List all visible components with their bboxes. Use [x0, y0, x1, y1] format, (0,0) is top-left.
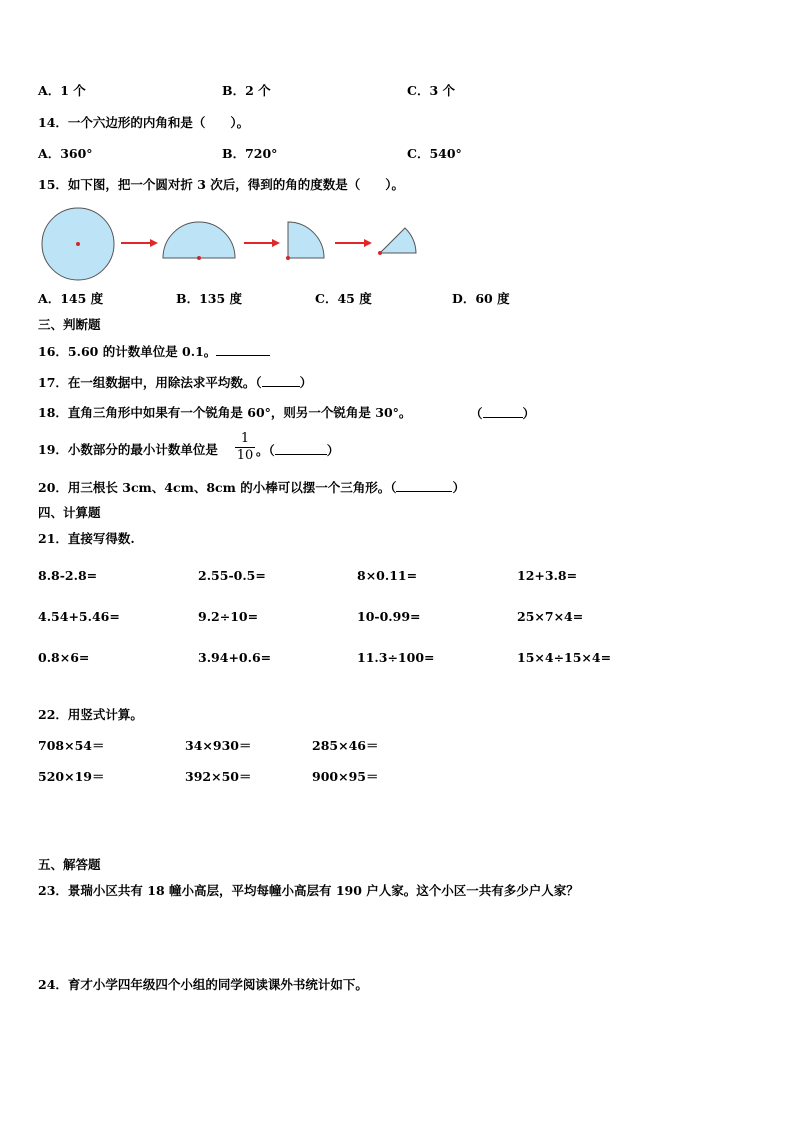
q17-text: 17．在一组数据中，用除法求平均数。（ [38, 375, 262, 390]
q15-option-d: D．60 度 [452, 291, 510, 306]
q19-answer [256, 442, 339, 459]
q18-answer [470, 405, 535, 422]
fraction-numerator: 1 [240, 431, 250, 446]
q22-r1-c2: 34×930＝ [185, 738, 252, 753]
q18-text: 18．直角三角形中如果有一个锐角是 60°，则另一个锐角是 30°。 [38, 405, 412, 420]
q14-option-c: C．540° [407, 146, 462, 161]
fraction-denominator: 10 [236, 448, 254, 463]
q21-r2-c3: 10-0.99= [357, 609, 421, 624]
arrow-2 [244, 239, 280, 247]
quarter-circle [288, 222, 324, 258]
q22-r2-c1: 520×19＝ [38, 769, 105, 784]
q22-r2-c3: 900×95＝ [312, 769, 379, 784]
q21-r1-c3: 8×0.11= [357, 568, 418, 583]
q16-text: 16．5.60 的计数单位是 0.1。 [38, 344, 217, 359]
circle-folding-figure [0, 205, 794, 285]
q21-r2-c1: 4.54+5.46= [38, 609, 120, 624]
q21-r3-c3: 11.3÷100= [357, 650, 435, 665]
q22-r1-c3: 285×46＝ [312, 738, 379, 753]
q18-open-paren: （ [470, 406, 483, 421]
q14-option-a: A．360° [38, 146, 93, 161]
q21-r2-c2: 9.2÷10= [198, 609, 259, 624]
q21-r3-c2: 3.94+0.6= [198, 650, 272, 665]
q15-option-b: B．135 度 [176, 291, 243, 306]
q15-option-a: A．145 度 [38, 291, 104, 306]
q16-answer-blank[interactable] [216, 343, 270, 356]
q21-r1-c1: 8.8-2.8= [38, 568, 98, 583]
q18-close-paren: ） [522, 406, 536, 421]
section-heading-word-problems: 五、解答题 [38, 857, 101, 872]
q17 [38, 374, 312, 391]
q20-answer-blank[interactable] [396, 479, 452, 492]
q18-answer-blank[interactable] [483, 405, 523, 418]
q19-answer-blank[interactable] [275, 442, 327, 455]
q23: 23．景瑞小区共有 18 幢小高层，平均每幢小高层有 190 户人家。这个小区一共有多少户人家？ [38, 883, 579, 898]
semicircle-center-dot [197, 256, 201, 260]
q13-option-b: B．2 个 [222, 83, 271, 98]
q20-text: 20．用三根长 3cm、4cm、8cm 的小棒可以摆一个三角形。（ [38, 480, 397, 495]
q15-option-c: C．45 度 [315, 291, 372, 306]
eighth-circle-center-dot [378, 251, 382, 255]
q22-r2-c2: 392×50＝ [185, 769, 252, 784]
q20 [38, 479, 465, 496]
q13-option-a: A．1 个 [38, 83, 86, 98]
q16 [38, 343, 270, 360]
q17-answer-blank[interactable] [262, 374, 300, 387]
q21-stem: 21．直接写得数. [38, 531, 135, 546]
q22-stem: 22．用竖式计算。 [38, 707, 143, 722]
eighth-circle [380, 228, 416, 253]
q21-r1-c4: 12+3.8= [517, 568, 578, 583]
semicircle [163, 222, 235, 258]
arrow-3 [335, 239, 372, 247]
circle-center-dot [76, 242, 80, 246]
q24: 24．育才小学四年级四个小组的同学阅读课外书统计如下。 [38, 977, 368, 992]
q19-fraction [235, 432, 255, 463]
q15-stem: 15．如下图，把一个圆对折 3 次后，得到的角的度数是（ ）。 [38, 177, 405, 192]
q21-r1-c2: 2.55-0.5= [198, 568, 266, 583]
q21-r3-c1: 0.8×6= [38, 650, 90, 665]
q20-close-paren: ） [452, 480, 465, 495]
q17-close-paren: ） [299, 375, 313, 390]
q21-r3-c4: 15×4÷15×4= [517, 650, 612, 665]
q14-stem: 14．一个六边形的内角和是（ ）。 [38, 115, 250, 130]
arrow-1 [121, 239, 158, 247]
quarter-circle-center-dot [286, 256, 290, 260]
q14-option-b: B．720° [222, 146, 278, 161]
q19-open-paren: 。（ [256, 443, 275, 458]
q22-r1-c1: 708×54＝ [38, 738, 105, 753]
q19-close-paren: ） [326, 443, 340, 458]
q13-option-c: C．3 个 [407, 83, 455, 98]
q18 [38, 405, 411, 421]
q19-text: 19．小数部分的最小计数单位是 [38, 442, 218, 457]
section-heading-judgement: 三、判断题 [38, 317, 101, 332]
section-heading-calculation: 四、计算题 [38, 505, 101, 520]
q21-r2-c4: 25×7×4= [517, 609, 584, 624]
